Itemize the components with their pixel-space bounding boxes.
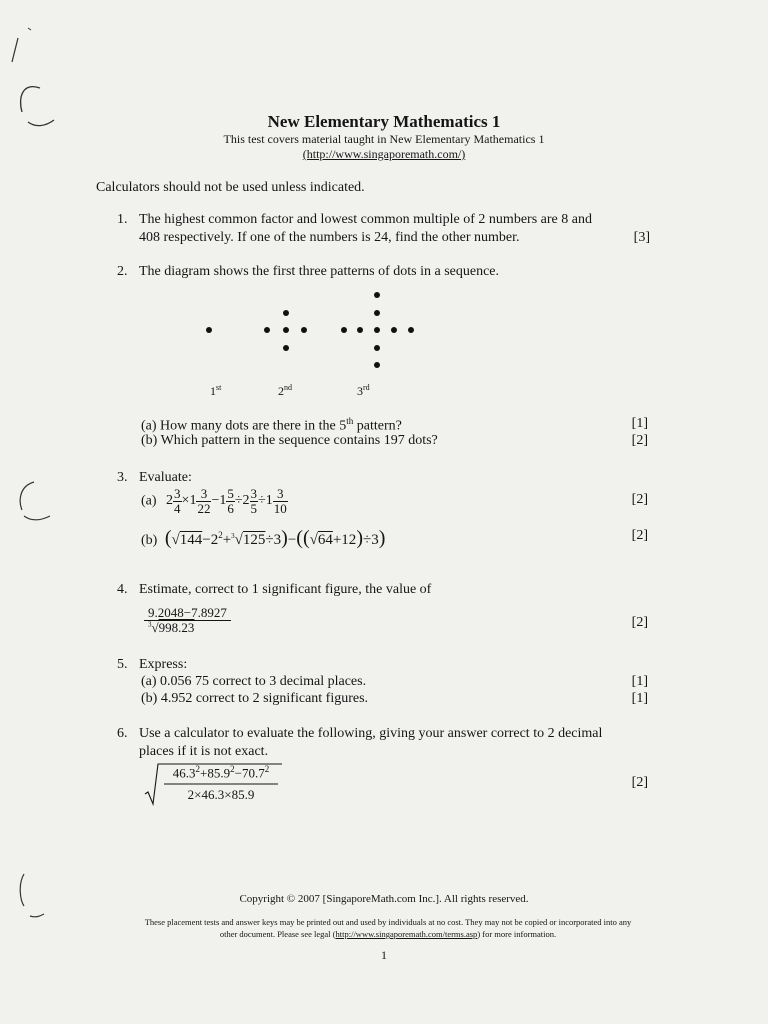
question-2a-text-after: pattern? — [353, 418, 402, 434]
pattern-3-dot — [374, 362, 380, 368]
page-subtitle: This test covers material taught in New Elementary Mathematics 1 — [223, 132, 545, 146]
pattern-3-dot — [357, 327, 363, 333]
question-2a-sup: th — [346, 416, 354, 426]
question-3b-label: (b) — [141, 533, 158, 548]
question-3b — [141, 527, 385, 550]
usage-notice-line2-before: other document. Please see legal ( — [219, 929, 336, 939]
question-6-numerator: $46.3^2+85.9^2-70.7^2$ — [172, 764, 270, 781]
question-5b — [141, 691, 368, 707]
question-4-mark: [2] — [631, 615, 648, 630]
pattern-label-3: 3rd — [357, 383, 370, 398]
question-5b-label: (b) — [141, 691, 158, 706]
question-4-fraction: $\frac{9.2048-7.8927}{^3√998.23}$ — [144, 606, 231, 634]
source-url-link: (http://www.singaporemath.com/) — [302, 147, 466, 161]
question-4-number: 4. — [117, 582, 128, 597]
pattern-2-dot — [301, 327, 307, 333]
question-5-text: Express: — [139, 657, 188, 672]
question-2a-mark: [1] — [631, 416, 648, 431]
question-2a-text-before: How many dots are there in the 5 — [160, 418, 347, 434]
question-5a — [141, 674, 366, 690]
question-2-text: The diagram shows the first three patterns of dots in a sequence. — [139, 264, 500, 279]
question-5-number: 5. — [117, 657, 128, 672]
question-2a-label: (a) — [141, 418, 157, 434]
question-6-number: 6. — [117, 726, 128, 741]
pattern-label-2: 2nd — [278, 383, 292, 398]
pattern-2-dot — [283, 345, 289, 351]
question-3a — [141, 487, 288, 515]
pattern-3-dot — [408, 327, 414, 333]
question-6-mark: [2] — [631, 775, 648, 790]
pattern-1-dot — [206, 327, 212, 333]
question-2-number: 2. — [117, 264, 128, 279]
pattern-3-dot — [374, 327, 380, 333]
question-5b-text: 4.952 correct to 2 significant figures. — [160, 691, 369, 706]
copyright-notice: Copyright © 2007 [SingaporeMath.com Inc.]. All rights reserved. — [239, 893, 529, 905]
question-3-number: 3. — [117, 470, 128, 485]
question-1-line2: 408 respectively. If one of the numbers is 24, find the other number. — [139, 230, 520, 245]
question-4-text: Estimate, correct to 1 significant figure, the value of — [139, 582, 432, 597]
instruction-text: Calculators should not be used unless indicated. — [96, 180, 365, 195]
question-3b-expression: $(√144-2^2+^3√125\div 3)-((√64+12)\div 3)$ — [164, 527, 386, 549]
source-url — [0, 147, 768, 162]
usage-notice — [88, 916, 688, 940]
pattern-3-dot — [374, 345, 380, 351]
usage-notice-line2-after: ) for more information. — [477, 929, 557, 939]
question-3a-mark: [2] — [631, 492, 648, 507]
question-3b-mark: [2] — [631, 528, 648, 543]
page-number: 1 — [381, 948, 387, 962]
question-2b-text: Which pattern in the sequence contains 197 dots? — [160, 433, 438, 448]
question-6-line1: Use a calculator to evaluate the following, giving your answer correct to 2 decimal — [139, 726, 603, 741]
question-1-line1: The highest common factor and lowest common multiple of 2 numbers are 8 and — [139, 212, 592, 227]
question-5a-mark: [1] — [631, 674, 648, 689]
question-6-line2: places if it is not exact. — [139, 744, 269, 759]
question-2a — [141, 416, 402, 435]
question-3a-expression: 2 $\frac{3}{4}$ ×1 $\frac{3}{22}$ −1 $\frac{5}{6}$ ÷2 $\frac{3}{5}$ ÷1 $\frac{3}{10}$ — [166, 486, 287, 516]
terms-link[interactable]: http://www.singaporemath.com/terms.asp — [335, 929, 478, 939]
pattern-2-dot — [264, 327, 270, 333]
question-5a-label: (a) — [141, 674, 157, 689]
question-3-text: Evaluate: — [139, 470, 192, 485]
pattern-2-dot — [283, 327, 289, 333]
pattern-3-dot — [341, 327, 347, 333]
question-5a-text: 0.056 75 correct to 3 decimal places. — [160, 674, 367, 689]
usage-notice-line2 — [88, 928, 688, 940]
question-3a-label: (a) — [141, 493, 157, 509]
question-2b-mark: [2] — [631, 433, 648, 448]
usage-notice-line1: These placement tests and answer keys may be printed out and used by individuals at no cost. They may not be copied or incorporated into any — [144, 917, 632, 927]
question-4-denominator: 998.23 — [158, 619, 195, 635]
pattern-3-dot — [374, 310, 380, 316]
question-1-number: 1. — [117, 212, 128, 227]
question-4-numerator: 9.2048−7.8927 — [148, 605, 227, 620]
pattern-3-dot — [374, 292, 380, 298]
question-2b-label: (b) — [141, 433, 158, 448]
question-1-mark: [3] — [633, 230, 650, 245]
question-6-denominator: 2×46.3×85.9 — [187, 787, 255, 802]
pattern-2-dot — [283, 310, 289, 316]
pattern-label-1: 1st — [210, 383, 222, 398]
page-title: New Elementary Mathematics 1 — [267, 112, 501, 131]
question-5b-mark: [1] — [631, 691, 648, 706]
question-2b — [141, 433, 438, 449]
pattern-3-dot — [391, 327, 397, 333]
